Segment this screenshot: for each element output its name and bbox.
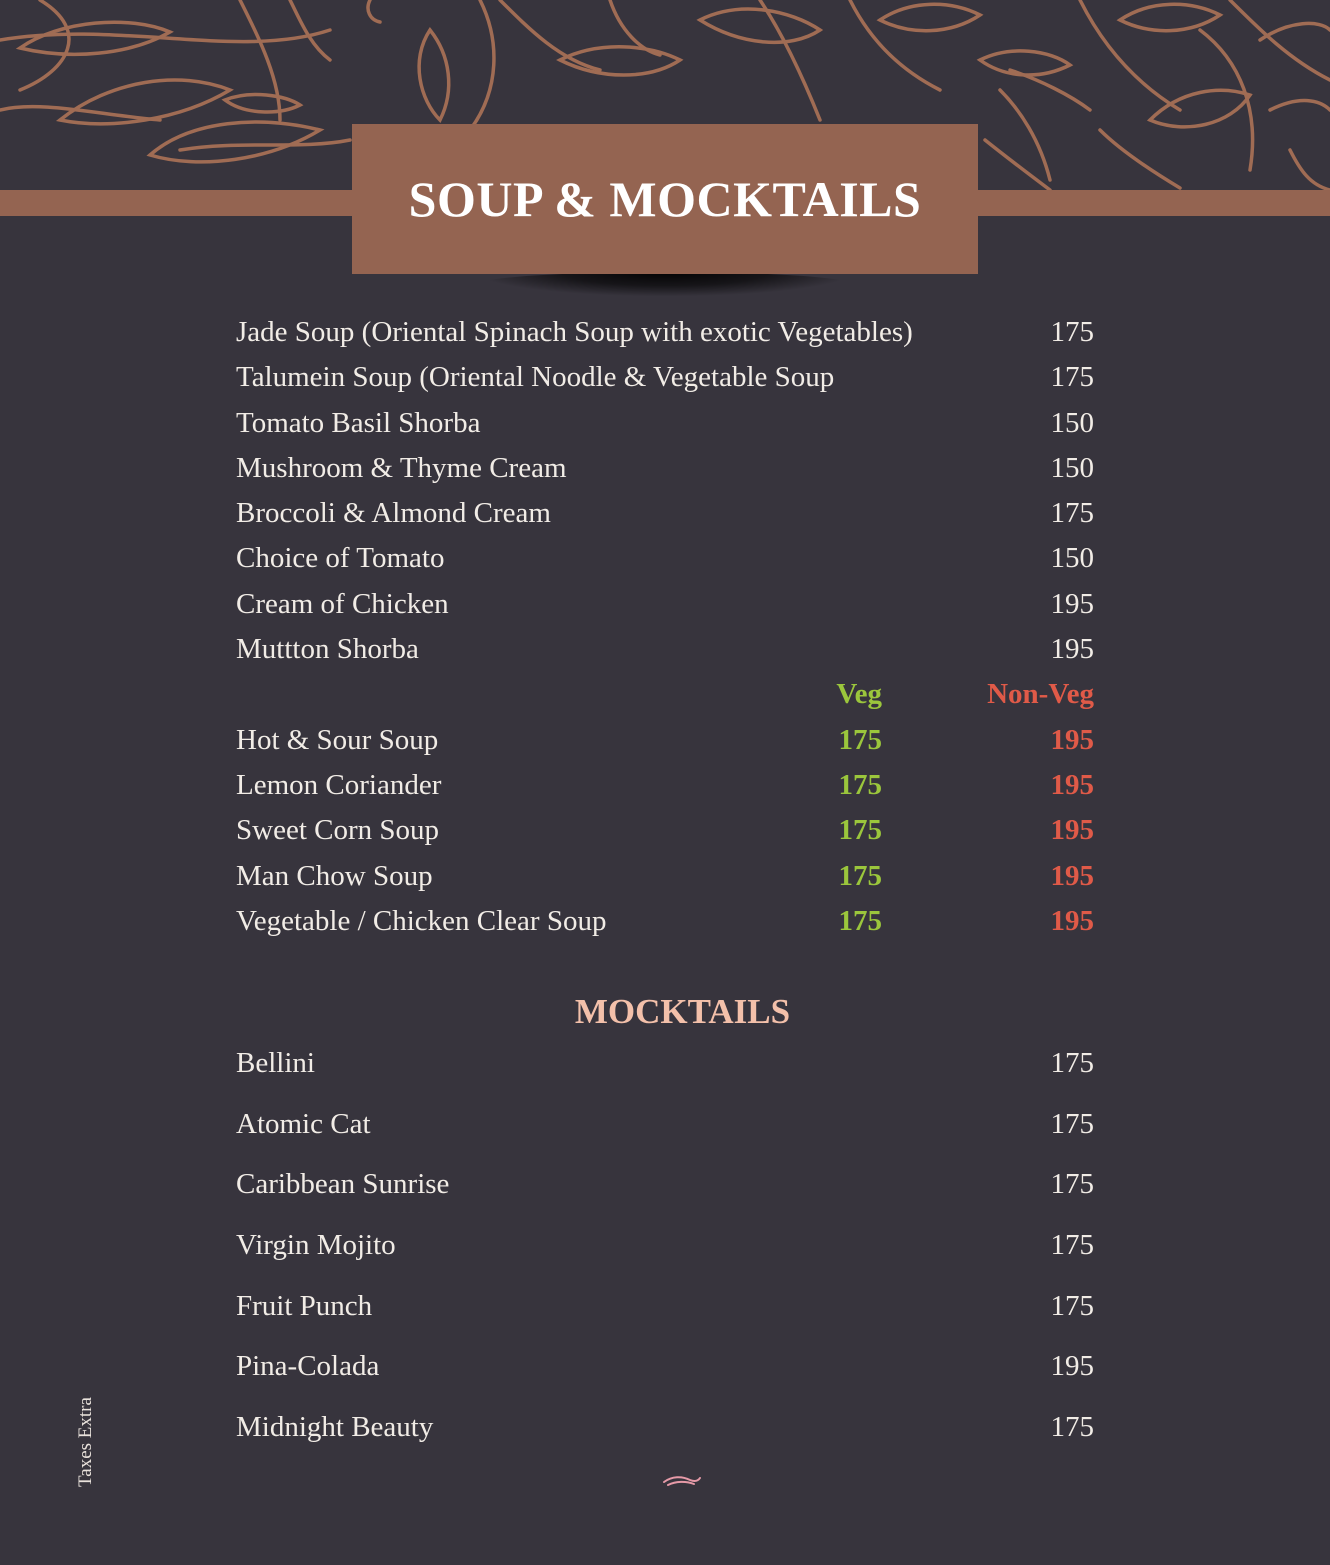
menu-item bbox=[236, 854, 1094, 899]
item-price: 175 bbox=[1050, 1289, 1094, 1322]
title-banner bbox=[352, 124, 978, 274]
menu-item bbox=[236, 491, 1094, 536]
menu-item bbox=[236, 899, 1094, 944]
item-name: Sweet Corn Soup bbox=[236, 814, 439, 847]
menu-item bbox=[236, 1405, 1094, 1466]
item-price: 175 bbox=[1050, 361, 1094, 394]
veg-price: 175 bbox=[838, 814, 882, 847]
item-name: Atomic Cat bbox=[236, 1107, 371, 1140]
veg-price: 175 bbox=[838, 768, 882, 801]
item-name: Lemon Coriander bbox=[236, 768, 442, 801]
item-name: Broccoli & Almond Cream bbox=[236, 497, 551, 530]
menu-item bbox=[236, 1041, 1094, 1102]
item-price: 195 bbox=[1050, 633, 1094, 666]
menu-item bbox=[236, 1344, 1094, 1405]
item-price: 175 bbox=[1050, 1411, 1094, 1444]
soup-menu bbox=[236, 310, 1094, 944]
price-column-headings bbox=[236, 672, 1094, 717]
item-name: Vegetable / Chicken Clear Soup bbox=[236, 904, 607, 937]
item-price: 150 bbox=[1050, 451, 1094, 484]
veg-price: 175 bbox=[838, 859, 882, 892]
item-name: Man Chow Soup bbox=[236, 859, 433, 892]
item-price: 175 bbox=[1050, 497, 1094, 530]
title-shadow bbox=[480, 272, 850, 296]
item-name: Caribbean Sunrise bbox=[236, 1168, 450, 1201]
item-price: 175 bbox=[1050, 1047, 1094, 1079]
item-price: 150 bbox=[1050, 542, 1094, 575]
taxes-note: Taxes Extra bbox=[75, 1397, 96, 1487]
nonveg-price: 195 bbox=[1050, 904, 1094, 937]
mocktails-heading: MOCKTAILS bbox=[574, 992, 791, 1031]
menu-item bbox=[236, 536, 1094, 581]
nonveg-price: 195 bbox=[1050, 723, 1094, 756]
item-price: 175 bbox=[1050, 1229, 1094, 1262]
nonveg-price: 195 bbox=[1050, 768, 1094, 801]
item-name: Cream of Chicken bbox=[236, 587, 449, 620]
item-name: Talumein Soup (Oriental Noodle & Vegetable Soup bbox=[236, 361, 835, 394]
item-price: 195 bbox=[1050, 1350, 1094, 1383]
menu-item bbox=[236, 1284, 1094, 1345]
nonveg-column-heading: Non-Veg bbox=[987, 678, 1094, 711]
item-price: 175 bbox=[1050, 1107, 1094, 1140]
flourish-ornament bbox=[662, 1472, 702, 1490]
item-name: Fruit Punch bbox=[236, 1289, 373, 1322]
menu-item bbox=[236, 1102, 1094, 1163]
menu-item bbox=[236, 627, 1094, 672]
veg-column-heading: Veg bbox=[836, 678, 882, 711]
item-price: 195 bbox=[1050, 587, 1094, 620]
item-name: Pina-Colada bbox=[236, 1350, 380, 1383]
item-name: Bellini bbox=[236, 1047, 315, 1079]
item-price: 175 bbox=[1050, 1168, 1094, 1201]
item-name: Tomato Basil Shorba bbox=[236, 406, 481, 439]
nonveg-price: 195 bbox=[1050, 814, 1094, 847]
veg-price: 175 bbox=[838, 723, 882, 756]
item-name: Hot & Sour Soup bbox=[236, 723, 439, 756]
menu-item bbox=[236, 718, 1094, 763]
menu-item bbox=[236, 808, 1094, 853]
menu-item bbox=[236, 1162, 1094, 1223]
item-name: Choice of Tomato bbox=[236, 542, 445, 575]
item-name: Muttton Shorba bbox=[236, 633, 419, 666]
item-name: Virgin Mojito bbox=[236, 1229, 396, 1262]
menu-item bbox=[236, 401, 1094, 446]
menu-item bbox=[236, 446, 1094, 491]
menu-item bbox=[236, 310, 1094, 355]
menu-item bbox=[236, 1223, 1094, 1284]
item-name: Jade Soup (Oriental Spinach Soup with exotic Vegetables) bbox=[236, 316, 913, 348]
item-price: 175 bbox=[1050, 316, 1094, 348]
menu-item bbox=[236, 355, 1094, 400]
menu-item bbox=[236, 763, 1094, 808]
page-title: SOUP & MOCKTAILS bbox=[408, 171, 922, 227]
mocktail-menu bbox=[236, 1041, 1094, 1466]
nonveg-price: 195 bbox=[1050, 859, 1094, 892]
veg-price: 175 bbox=[838, 904, 882, 937]
item-name: Midnight Beauty bbox=[236, 1411, 434, 1444]
menu-item bbox=[236, 582, 1094, 627]
item-name: Mushroom & Thyme Cream bbox=[236, 451, 567, 484]
item-price: 150 bbox=[1050, 406, 1094, 439]
